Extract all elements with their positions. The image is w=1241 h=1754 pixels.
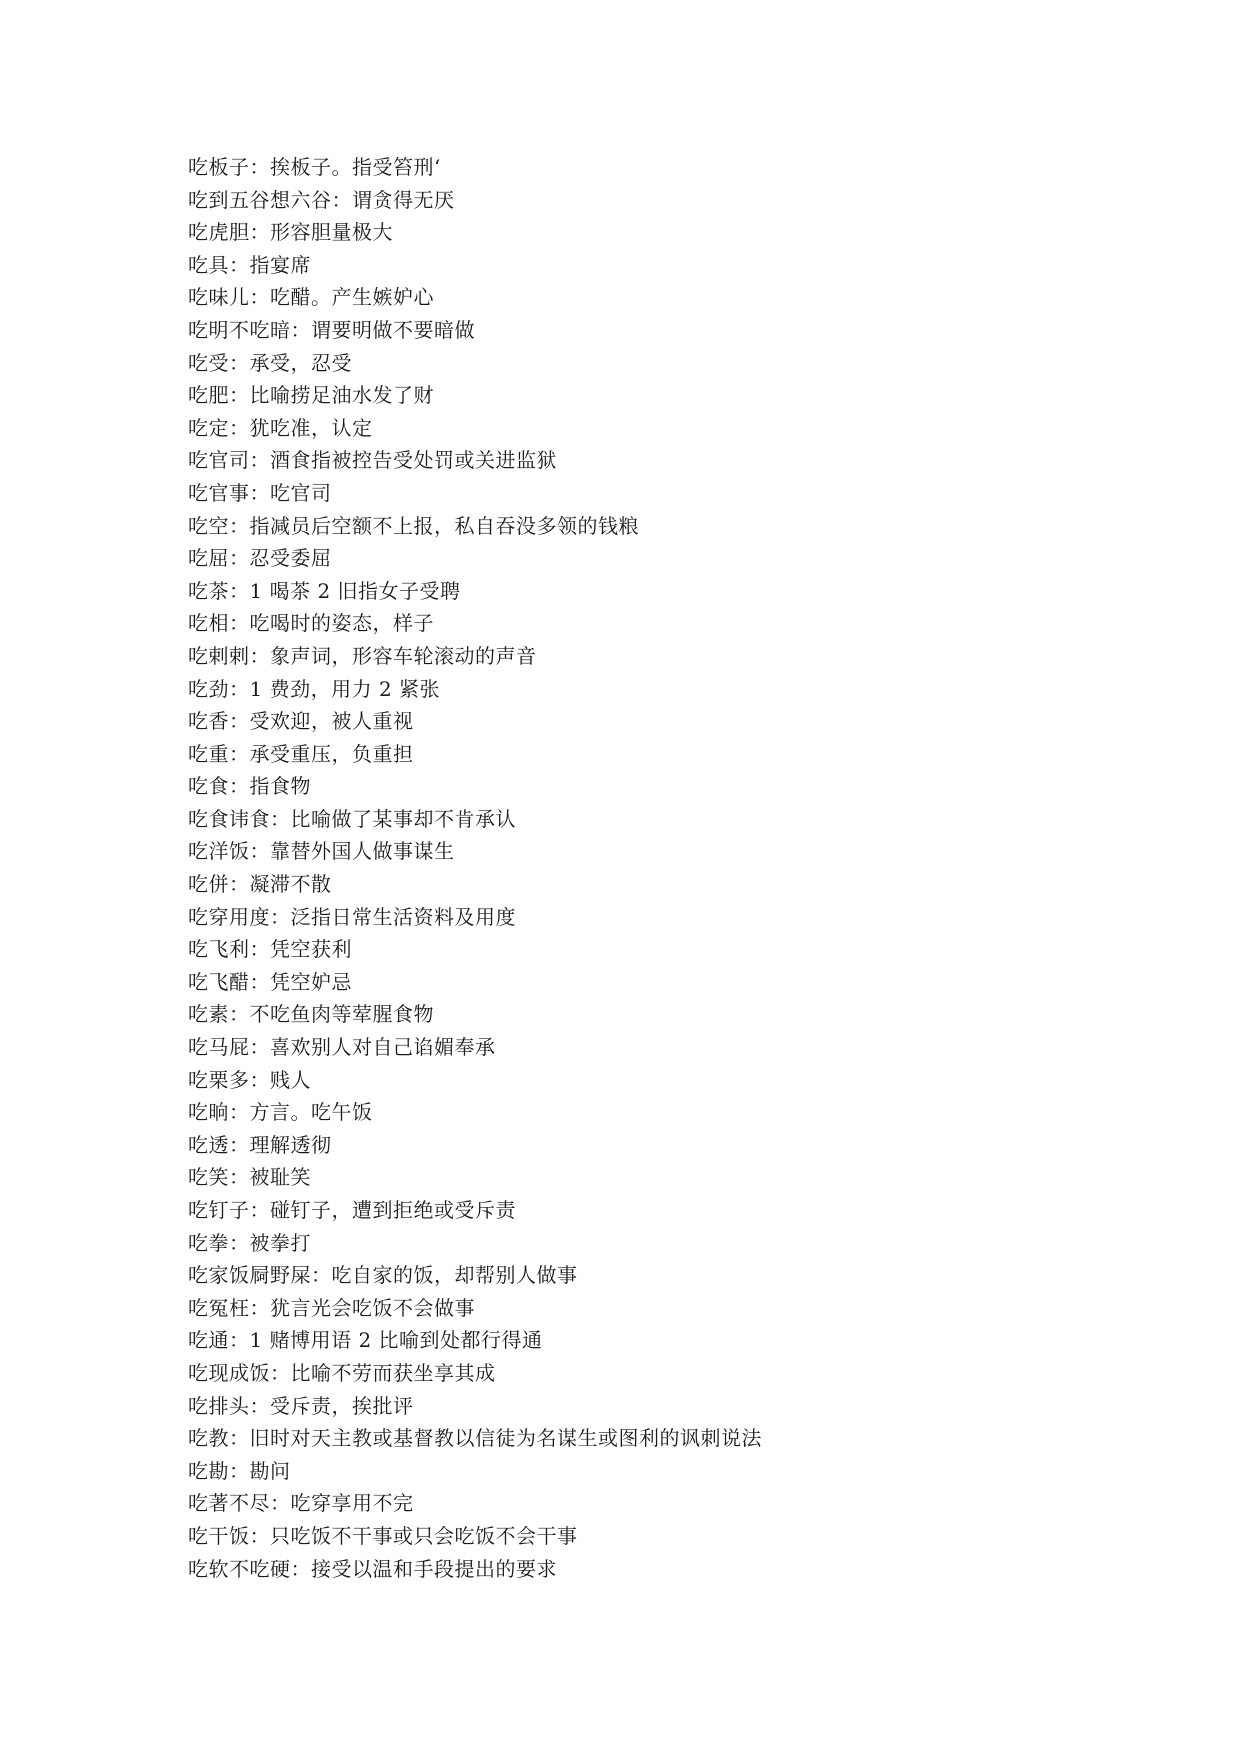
entry-line: 吃洋饭：靠替外国人做事谋生 bbox=[188, 839, 455, 864]
entry-line: 吃重：承受重压，负重担 bbox=[188, 741, 414, 766]
entry-line: 吃马屁：喜欢别人对自己谄媚奉承 bbox=[188, 1035, 496, 1060]
entry-line: 吃明不吃暗：谓要明做不要暗做 bbox=[188, 317, 475, 342]
entry-line: 吃官司：酒食指被控告受处罚或关进监狱 bbox=[188, 448, 557, 473]
entry-line: 吃排头：受斥责，挨批评 bbox=[188, 1393, 414, 1418]
entry-line: 吃栗多：贱人 bbox=[188, 1067, 311, 1092]
entry-line: 吃香：受欢迎，被人重视 bbox=[188, 709, 414, 734]
entry-line: 吃板子：挨板子。指受笞刑‘ bbox=[188, 155, 441, 179]
entry-line: 吃拳：被拳打 bbox=[188, 1230, 311, 1255]
entry-line: 吃教：旧时对天主教或基督教以信徒为名谋生或图利的讽刺说法 bbox=[188, 1426, 762, 1451]
entry-line: 吃素：不吃鱼肉等荤腥食物 bbox=[188, 1002, 434, 1027]
entry-line: 吃茶：1 喝茶 2 旧指女子受聘 bbox=[188, 578, 461, 603]
entry-line: 吃具：指宴席 bbox=[188, 252, 311, 277]
entry-line: 吃飞醋：凭空妒忌 bbox=[188, 969, 352, 994]
entry-line: 吃到五谷想六谷：谓贪得无厌 bbox=[188, 187, 455, 212]
entry-line: 吃屈：忍受委屈 bbox=[188, 546, 332, 571]
entry-line: 吃透：理解透彻 bbox=[188, 1132, 332, 1157]
entry-line: 吃空：指减员后空额不上报，私自吞没多领的钱粮 bbox=[188, 513, 639, 538]
entry-line: 吃现成饭：比喻不劳而获坐享其成 bbox=[188, 1360, 496, 1385]
entry-line: 吃虎胆：形容胆量极大 bbox=[188, 220, 393, 245]
entry-line: 吃定：犹吃准，认定 bbox=[188, 415, 373, 440]
entry-line: 吃劲：1 费劲，用力 2 紧张 bbox=[188, 676, 441, 701]
entry-line: 吃晌：方言。吃午饭 bbox=[188, 1100, 373, 1125]
entry-line: 吃食讳食：比喻做了某事却不肯承认 bbox=[188, 806, 516, 831]
entry-line: 吃相：吃喝时的姿态，样子 bbox=[188, 611, 434, 636]
entry-line: 吃肥：比喻捞足油水发了财 bbox=[188, 383, 434, 408]
entry-line: 吃干饭：只吃饭不干事或只会吃饭不会干事 bbox=[188, 1523, 578, 1548]
entry-line: 吃通：1 赌博用语 2 比喻到处都行得通 bbox=[188, 1328, 543, 1353]
entry-line: 吃著不尽：吃穿享用不完 bbox=[188, 1491, 414, 1516]
entry-line: 吃食：指食物 bbox=[188, 774, 311, 799]
entry-line: 吃受：承受，忍受 bbox=[188, 350, 352, 375]
entry-list bbox=[188, 151, 1148, 1585]
entry-line: 吃穿用度：泛指日常生活资料及用度 bbox=[188, 904, 516, 929]
entry-line: 吃併：凝滞不散 bbox=[188, 872, 332, 897]
entry-line: 吃钉子：碰钉子，遭到拒绝或受斥责 bbox=[188, 1198, 516, 1222]
entry-line: 吃飞利：凭空获利 bbox=[188, 937, 352, 962]
entry-line: 吃软不吃硬：接受以温和手段提出的要求 bbox=[188, 1556, 557, 1581]
entry-line: 吃家饭屙野屎：吃自家的饭，却帮别人做事 bbox=[188, 1263, 578, 1288]
entry-line: 吃剌剌：象声词，形容车轮滚动的声音 bbox=[188, 643, 537, 668]
entry-line: 吃冤枉：犹言光会吃饭不会做事 bbox=[188, 1295, 475, 1320]
entry-line: 吃官事：吃官司 bbox=[188, 480, 332, 505]
entry-line: 吃味儿：吃醋。产生嫉妒心 bbox=[188, 285, 434, 310]
entry-line: 吃勘：勘问 bbox=[188, 1458, 291, 1483]
entry-line: 吃笑：被耻笑 bbox=[188, 1165, 311, 1190]
